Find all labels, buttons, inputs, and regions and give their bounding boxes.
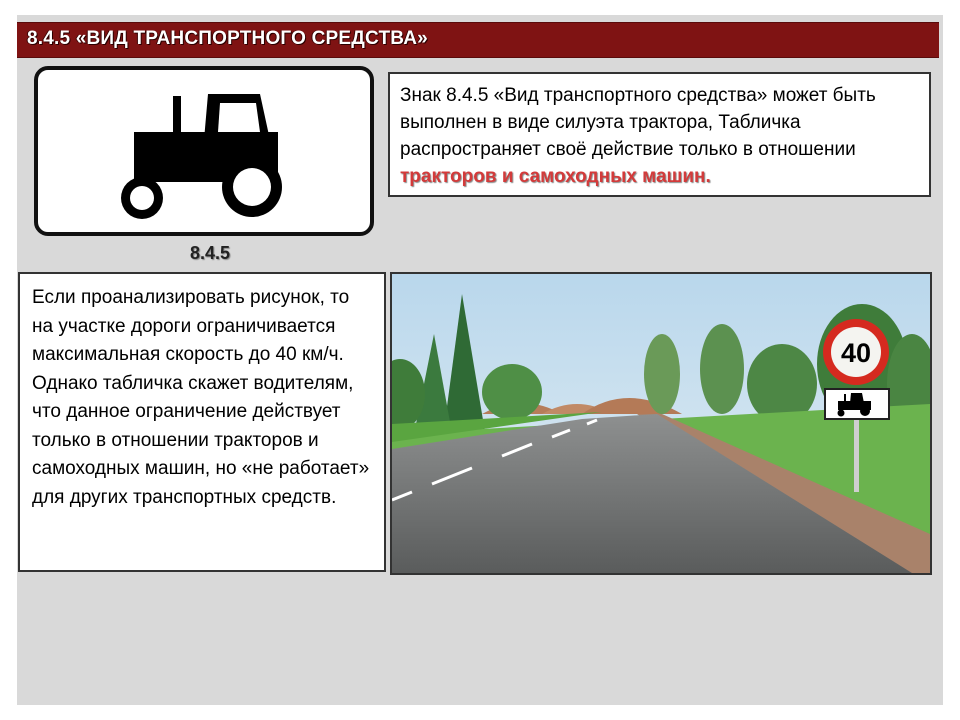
title-bar [17,22,939,58]
sign-caption: 8.4.5 [189,243,231,263]
speed-limit-sign [823,319,889,385]
speed-limit-value: 40 [840,338,872,368]
description-highlight: тракторов и самоходных машин. [400,166,711,187]
description-text: Знак 8.4.5 «Вид транспортного средства» может быть выполнен в виде силуэта трактора, Табличка распространяет своё действие только в отношении [400,85,876,160]
sign-plate [34,66,374,236]
road-illustration [390,272,932,575]
tractor-icon [38,70,370,232]
description-box [388,72,931,197]
explanation-box [18,272,386,572]
slide-title: 8.4.5 «ВИД ТРАНСПОРТНОГО СРЕДСТВА» [27,28,428,49]
tractor-plate [825,389,889,419]
explanation-text: Если проанализировать рисунок, то на участке дороги ограничивается максимальная скорость до 40 км/ч. Однако табличка скажет водителям, что данное ограничение действует только в отношении тракторов и самоходных машин, но «не работает» для других транспортных средств. [32,287,370,508]
